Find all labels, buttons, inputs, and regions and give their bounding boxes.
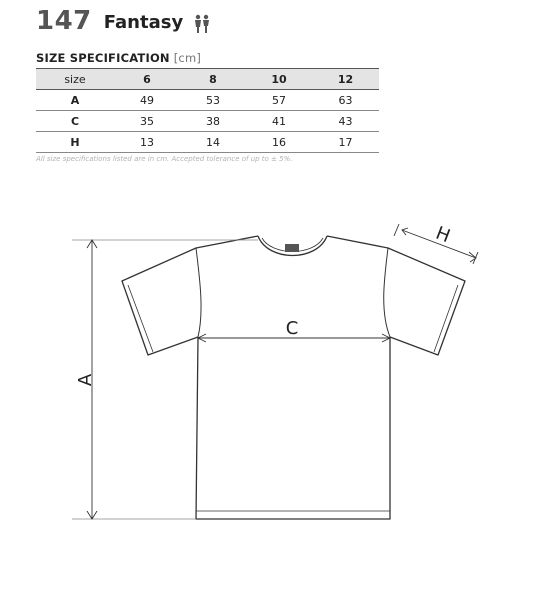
dimension-label-h: H: [432, 222, 454, 248]
product-code: 147: [36, 6, 92, 36]
column-header: 12: [337, 72, 354, 86]
table-cell: 17: [338, 135, 353, 149]
dimension-h: [394, 224, 478, 264]
row-dimension: C: [70, 114, 80, 128]
table-cell: 53: [206, 93, 220, 107]
table-cell: 13: [140, 135, 154, 149]
spec-title-text: SIZE SPECIFICATION: [36, 51, 170, 65]
table-cell: 57: [272, 93, 286, 107]
column-header: size: [64, 72, 86, 86]
table-cell: 16: [272, 135, 286, 149]
row-dimension: A: [70, 93, 80, 107]
table-cell: 38: [206, 114, 220, 128]
table-cell: 14: [206, 135, 220, 149]
neck-label-logo: [285, 244, 299, 252]
column-header: 6: [143, 72, 151, 86]
table-cell: 41: [272, 114, 286, 128]
table-cell: 43: [338, 114, 353, 128]
table-cell: 49: [140, 93, 154, 107]
dimension-label-a: A: [75, 373, 96, 387]
tshirt-outline: [122, 236, 465, 519]
dimension-label-c: C: [285, 318, 299, 339]
table-cell: 63: [338, 93, 353, 107]
product-name: Fantasy: [103, 12, 184, 33]
spec-unit: [cm]: [173, 51, 202, 65]
column-header: 8: [209, 72, 217, 86]
dimension-a: [72, 240, 258, 519]
row-dimension: H: [70, 135, 80, 149]
column-header: 10: [271, 72, 287, 86]
tolerance-note: All size specifications listed are in cm. Accepted tolerance of up to ± 5%.: [36, 155, 293, 163]
table-cell: 35: [140, 114, 154, 128]
